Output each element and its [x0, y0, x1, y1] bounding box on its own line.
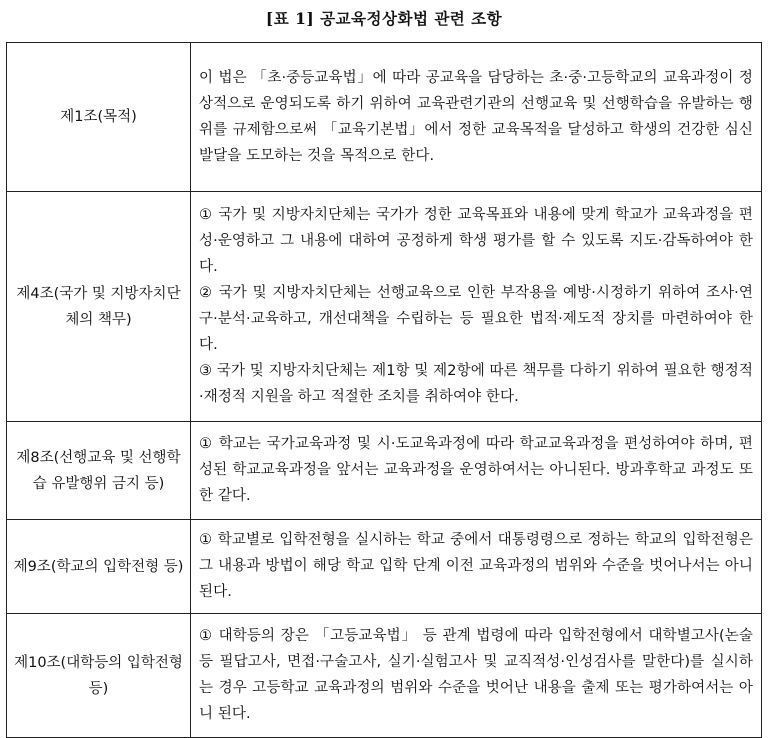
- table-title: [표 1] 공교육정상화법 관련 조항: [265, 9, 503, 28]
- paragraph: ① 대학등의 장은 「고등교육법」 등 관계 법령에 따라 입학전형에서 대학별고사(논술 등 필답고사, 면접·구술고사, 실기·실험고사 및 교직적성·인성검사를 말한다)를 실시하는 경우 고등학교 교육과정의 범위와 수준을 벗어난 내용을 출제 또는 평가하여서는 아니 된다.: [199, 628, 753, 722]
- article-content: [191, 520, 762, 614]
- article-content: [191, 43, 762, 192]
- article-content: [191, 192, 762, 422]
- paragraph: ② 국가 및 지방자치단체는 선행교육으로 인한 부작용을 예방·시정하기 위하여 조사·연구·분석·교육하고, 개선대책을 수립하는 등 필요한 법적·제도적 장치를 마련하여야 한다.: [199, 285, 753, 353]
- article-title: 제1조(목적): [7, 43, 191, 192]
- article-title: 제8조(선행교육 및 선행학습 유발행위 금지 등): [7, 422, 191, 520]
- paragraph: ① 학교별로 입학전형을 실시하는 학교 중에서 대통령령으로 정하는 학교의 입학전형은 그 내용과 방법이 해당 학교 입학 단계 이전 교육과정의 범위와 수준을 벗어나서는 아니 된다.: [199, 532, 753, 600]
- paragraph: 이 법은 「초·중등교육법」에 따라 공교육을 담당하는 초·중·고등학교의 교육과정이 정상적으로 운영되도록 하기 위하여 교육관련기관의 선행교육 및 선행학습을 유발하는 행위를 규제함으로써 「교육기본법」에서 정한 교육목적을 달성하고 학생의 건강한 심신 발달을 도모하는 것을 목적으로 한다.: [199, 69, 753, 164]
- law-articles-table: [6, 42, 762, 738]
- paragraph: ① 학교는 국가교육과정 및 시·도교육과정에 따라 학교교육과정을 편성하여야 하며, 편성된 학교교육과정을 앞서는 교육과정을 운영하여서는 아니된다. 방과후학교 과정도 또한 같다.: [199, 436, 753, 504]
- paragraph: ③ 국가 및 지방자치단체는 제1항 및 제2항에 따른 책무를 다하기 위하여 필요한 행정적·재정적 지원을 하고 적절한 조치를 취하여야 한다.: [199, 363, 753, 405]
- table-row: [7, 520, 762, 614]
- table-row: [7, 43, 762, 192]
- table-row: [7, 192, 762, 422]
- article-title: 제9조(학교의 입학전형 등): [7, 520, 191, 614]
- article-content: [191, 614, 762, 738]
- paragraph: ① 국가 및 지방자치단체는 국가가 정한 교육목표와 내용에 맞게 학교가 교육과정을 편성·운영하고 그 내용에 대하여 공정하게 학생 평가를 할 수 있도록 지도·감독하여야 한다.: [199, 207, 753, 275]
- table-row: [7, 422, 762, 520]
- article-title: 제4조(국가 및 지방자치단체의 책무): [7, 192, 191, 422]
- table-row: [7, 614, 762, 738]
- article-title: 제10조(대학등의 입학전형 등): [7, 614, 191, 738]
- article-content: [191, 422, 762, 520]
